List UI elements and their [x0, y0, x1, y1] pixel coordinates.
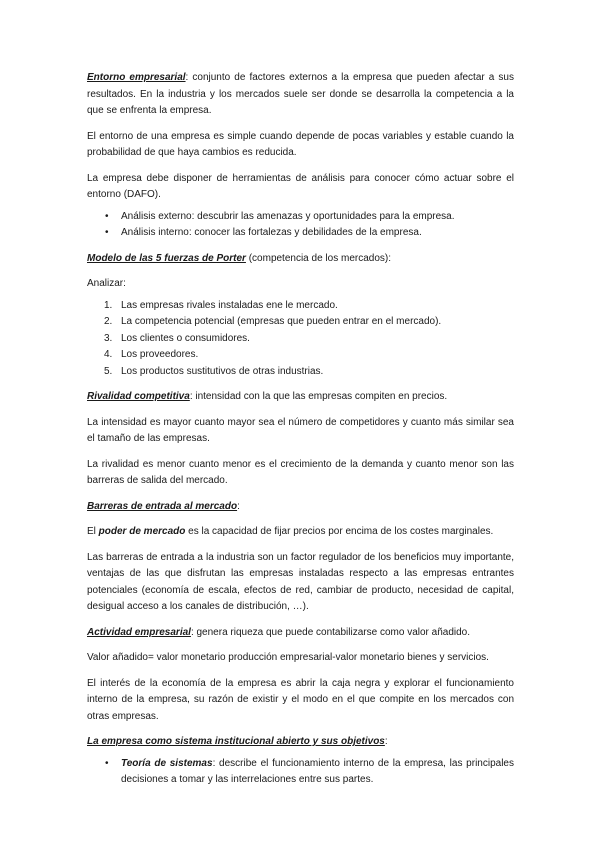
- document-page: [87, 70, 514, 798]
- list-item: [87, 314, 514, 331]
- list-item: [87, 364, 514, 381]
- list-item-text: Las empresas rivales instaladas ene le mercado.: [121, 299, 338, 311]
- paragraph-entorno: [87, 70, 514, 120]
- list-number: 1.: [104, 299, 113, 311]
- paragraph-rivalidad: [87, 389, 514, 406]
- term-actividad-empresarial: Actividad empresarial: [87, 626, 191, 638]
- forces-list: [87, 298, 514, 381]
- list-number: 2.: [104, 316, 113, 327]
- list-item: [87, 347, 514, 364]
- paragraph-valor-anadido: Valor añadido= valor monetario producción empresarial-valor monetario bienes y servicios.: [87, 652, 489, 663]
- paragraph-entorno-simple: El entorno de una empresa es simple cuando depende de pocas variables y estable cuando la probabilidad de que haya cambios es reducida.: [87, 130, 514, 158]
- paragraph-rivalidad-menor: La rivalidad es menor cuanto menor es el crecimiento de la demanda y cuanto menor son las barreras de salida del mercado.: [87, 458, 514, 486]
- paragraph-sistema-heading: [87, 734, 514, 751]
- list-item: [87, 209, 514, 226]
- term-rivalidad-competitiva: Rivalidad competitiva: [87, 391, 190, 402]
- list-item-text: Los proveedores.: [121, 349, 199, 360]
- term-entorno-empresarial: Entorno empresarial: [87, 72, 186, 83]
- poder-prefix: El: [87, 526, 99, 537]
- paragraph-interes: El interés de la economía de la empresa es abrir la caja negra y explorar el funcionamiento interno de la empresa, su razón de existir y el modo en el que compite en los mercados con otras empresas.: [87, 677, 514, 722]
- term-porter: Modelo de las 5 fuerzas de Porter: [87, 252, 246, 264]
- term-poder-mercado: poder de mercado: [98, 526, 186, 537]
- rivalidad-text: : intensidad con la que las empresas compiten en precios.: [189, 391, 448, 402]
- porter-text: (competencia de los mercados):: [245, 252, 392, 264]
- list-item-text: Los productos sustitutivos de otras industrias.: [121, 365, 324, 377]
- bullet-icon: •: [105, 210, 109, 222]
- bullet-icon: •: [105, 227, 109, 238]
- paragraph-poder-mercado: [87, 524, 514, 541]
- entorno-definition: : conjunto de factores externos a la empresa que pueden afectar a sus resultados. En la industria y los mercados suele ser donde se desarrolla la competencia a la que se enfrenta la empresa.: [87, 72, 514, 116]
- term-teoria-sistemas: Teoría de sistemas: [121, 757, 213, 769]
- list-item-text: Análisis interno: conocer las fortalezas y debilidades de la empresa.: [121, 227, 422, 238]
- list-number: 3.: [104, 332, 113, 344]
- teoria-text: : describe el funcionamiento interno de la empresa, las principales decisiones a tomar y las interrelaciones entre sus partes.: [121, 757, 514, 785]
- paragraph-porter: [87, 251, 514, 268]
- list-number: 5.: [104, 365, 113, 377]
- list-item: [87, 331, 514, 348]
- paragraph-analizar: Analizar:: [87, 278, 126, 289]
- paragraph-actividad: [87, 625, 514, 642]
- bullet-icon: •: [105, 757, 109, 769]
- list-item-text: Los clientes o consumidores.: [121, 332, 250, 344]
- sistemas-list: [87, 756, 514, 789]
- paragraph-barreras-heading: [87, 499, 514, 516]
- term-barreras-entrada: Barreras de entrada al mercado: [87, 500, 238, 512]
- list-item: [87, 225, 514, 242]
- poder-text: es la capacidad de fijar precios por encima de los costes marginales.: [185, 526, 494, 537]
- analysis-list: [87, 209, 514, 242]
- barreras-colon: :: [237, 500, 240, 512]
- paragraph-barreras: Las barreras de entrada a la industria son un factor regulador de los beneficios muy importante, ventajas de las que disfrutan las empresas instaladas respecto a las empresas entrantes potenciales (economía de escala, efectos de red, cambiar de producto, necesidad de capital, desigual acceso a los canales de distribución, …).: [87, 551, 514, 612]
- list-item-text: Análisis externo: descubrir las amenazas y oportunidades para la empresa.: [121, 210, 455, 222]
- sistema-colon: :: [384, 736, 388, 747]
- paragraph-intensidad: La intensidad es mayor cuanto mayor sea el número de competidores y cuanto más similar sea el tamaño de las empresas.: [87, 416, 514, 444]
- actividad-text: : genera riqueza que puede contabilizarse como valor añadido.: [190, 626, 471, 638]
- list-item-text: La competencia potencial (empresas que pueden entrar en el mercado).: [121, 316, 442, 327]
- list-number: 4.: [104, 349, 113, 360]
- term-empresa-sistema: La empresa como sistema institucional abierto y sus objetivos: [87, 736, 385, 747]
- list-item: [87, 756, 514, 789]
- list-item: [87, 298, 514, 315]
- paragraph-herramientas: La empresa debe disponer de herramientas de análisis para conocer cómo actuar sobre el entorno (DAFO).: [87, 172, 514, 200]
